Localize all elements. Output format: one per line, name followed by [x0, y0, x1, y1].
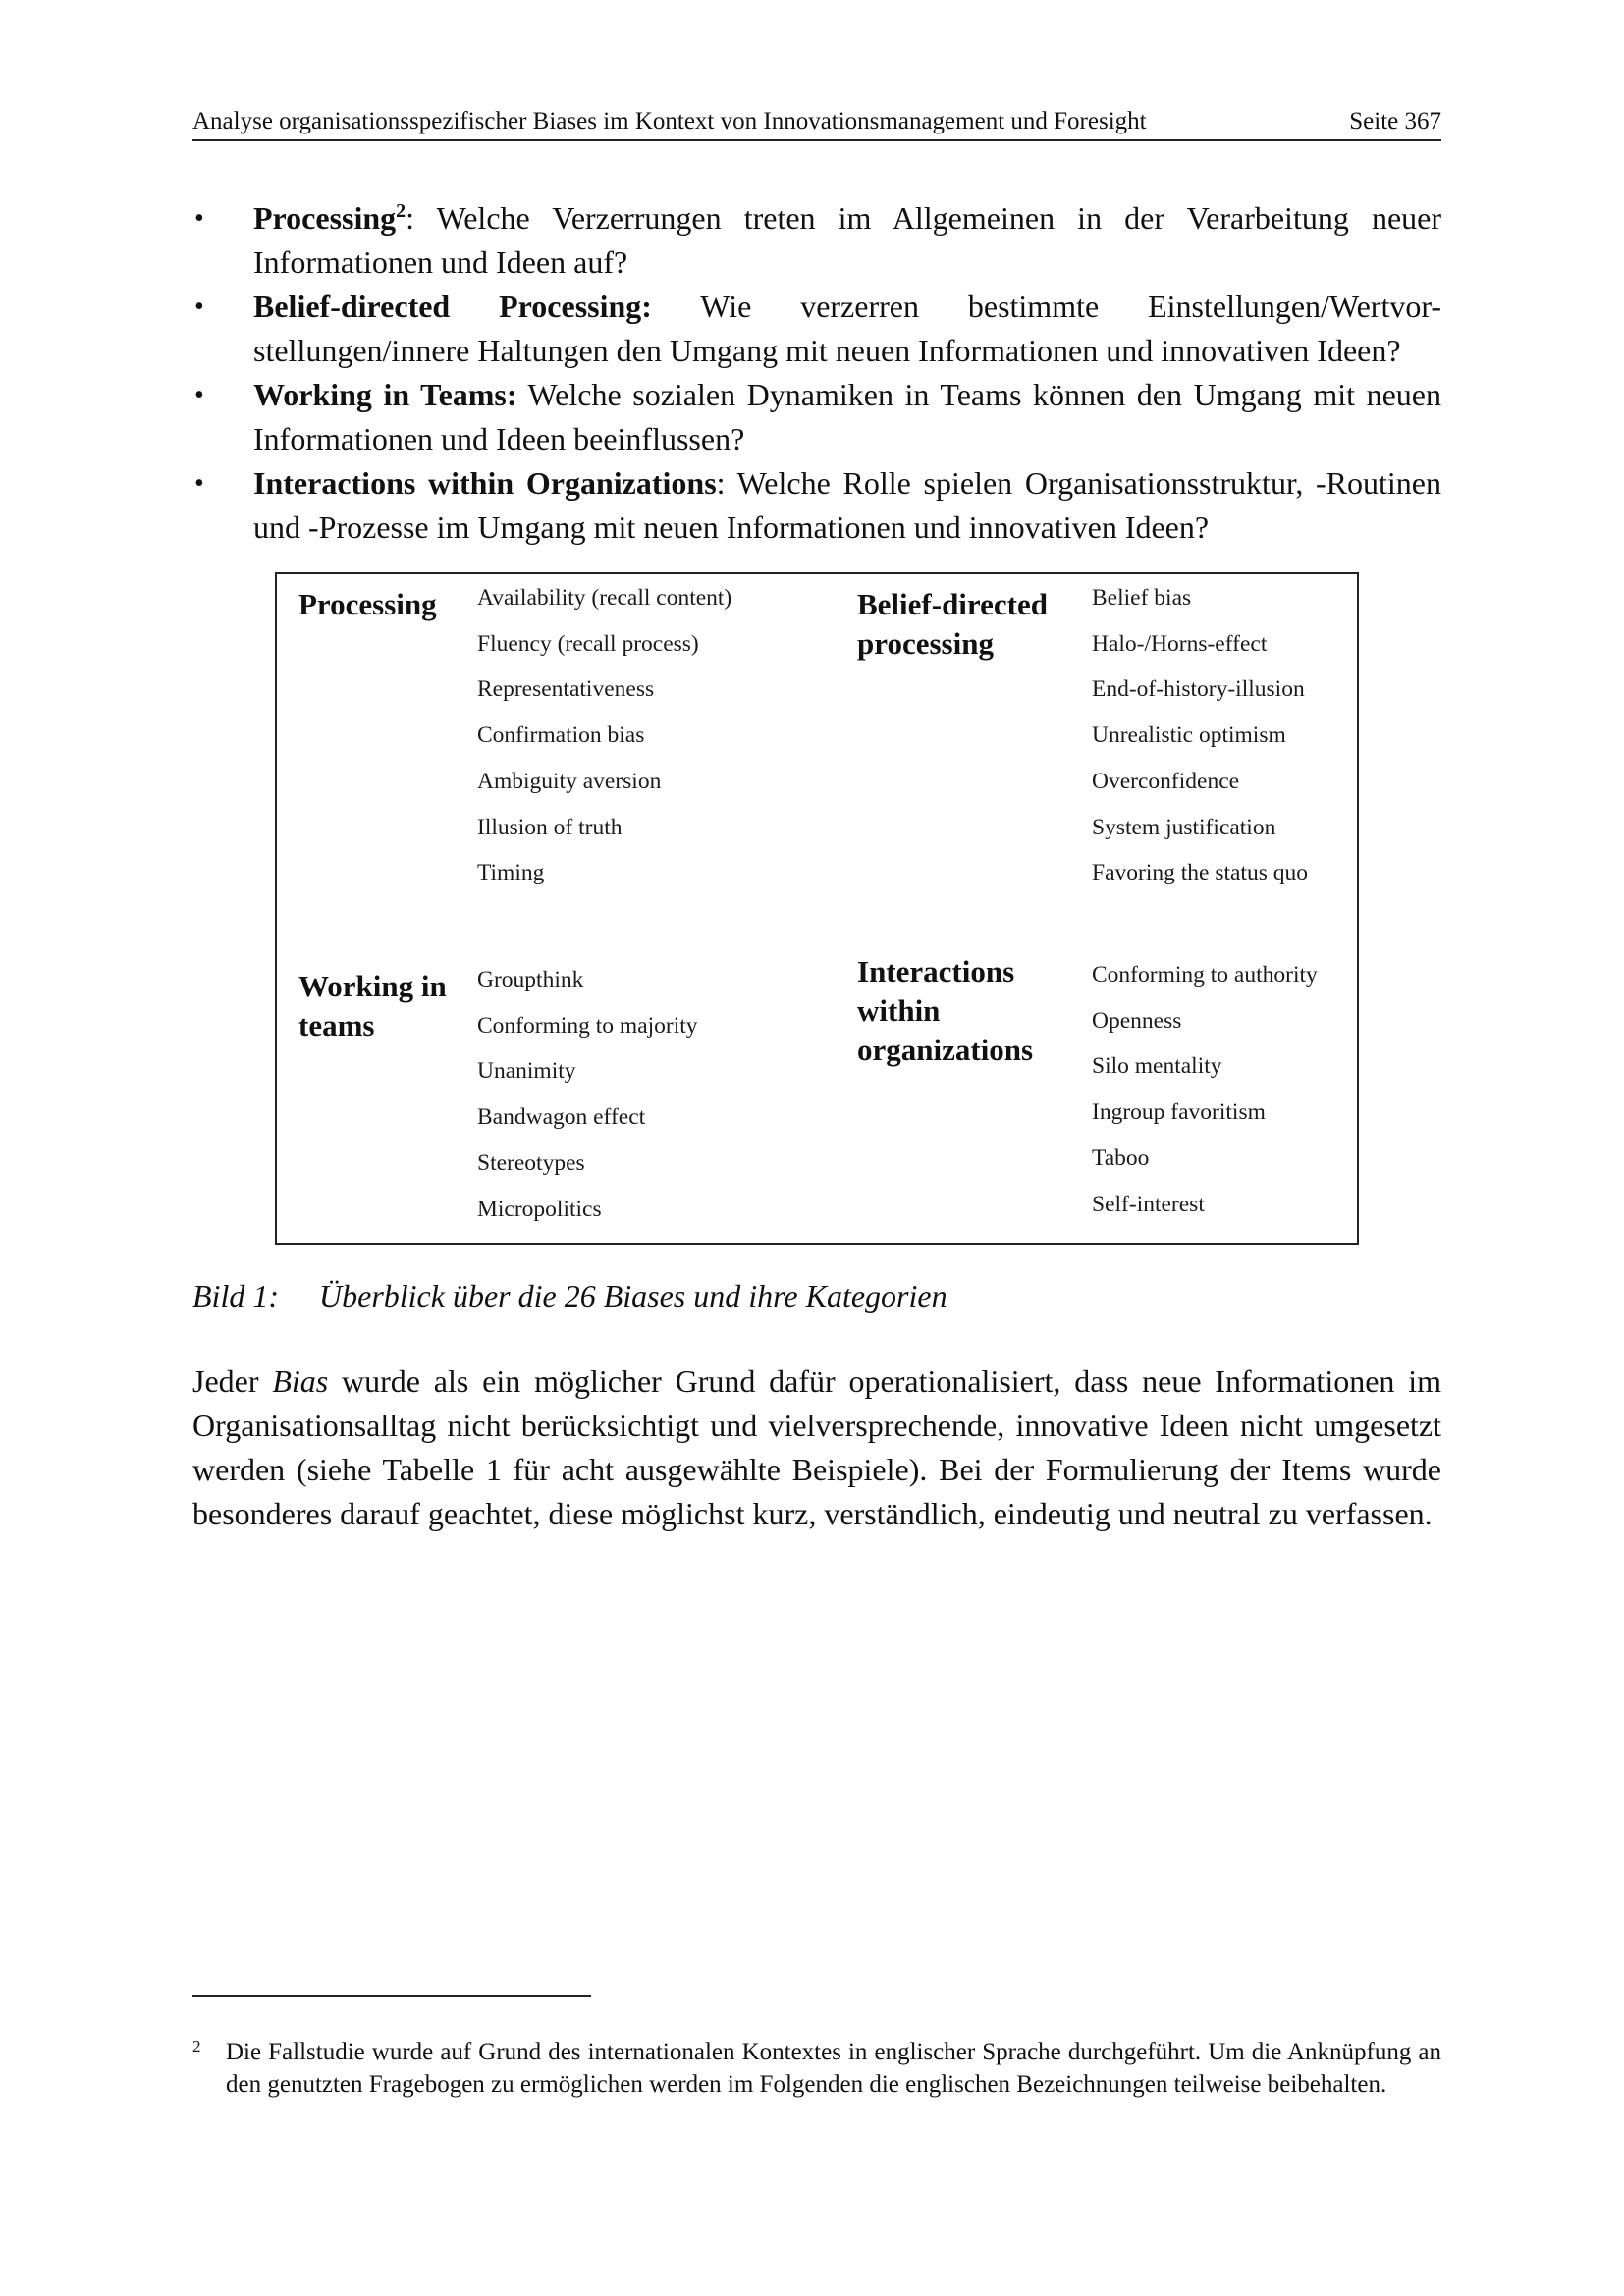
bias-item: System justification — [1092, 814, 1276, 840]
footnote-text: Die Fallstudie wurde auf Grund des internationalen Kontextes in englischer Sprache durchgeführt. Um die Anknüpfung an den genutzten Fragebogen zu ermöglichen werden im Folgenden die englischen Bezeichnungen teilweise beibehalten. — [226, 2039, 1441, 2098]
bias-item: Self-interest — [1092, 1191, 1205, 1217]
bullet-list — [192, 196, 1441, 550]
category-title-belief-directed: Belief-directed processing — [857, 587, 1048, 661]
bias-item: Halo-/Horns-effect — [1092, 630, 1268, 657]
bullet-description: Welche Rolle spielen Organisationsstruktur, -Routinen und -Prozesse im Umgang mit neuen Informationen und innovativen Ideen? — [253, 465, 1441, 545]
bias-item: Silo mentality — [1092, 1053, 1222, 1080]
bullet-description: Welche Verzerrungen treten im Allgemeinen in der Verarbeitung neuer Informationen und Ideen auf? — [253, 200, 1441, 280]
bias-item: Availability (recall content) — [477, 585, 732, 611]
bullet-icon: • — [194, 380, 204, 410]
bias-item: Conforming to authority — [1092, 962, 1318, 988]
bias-item: Overconfidence — [1092, 768, 1240, 794]
bias-item: Groupthink — [477, 967, 584, 992]
bias-item: Taboo — [1092, 1145, 1150, 1171]
bias-item: Confirmation bias — [477, 722, 645, 749]
caption-text: Überblick über die 26 Biases und ihre Kategorien — [319, 1278, 947, 1313]
bias-item: Unanimity — [477, 1058, 576, 1085]
bullet-description: Welche sozialen Dynamiken in Teams können den Umgang mit neuen Informationen und Ideen beeinflussen? — [253, 377, 1442, 456]
bullet-term: Interactions within Organizations — [253, 465, 717, 501]
category-items-belief-directed — [1092, 575, 1308, 896]
figure-caption — [192, 1278, 947, 1314]
bias-item: Openness — [1092, 1007, 1182, 1034]
bias-item: Fluency (recall process) — [477, 630, 699, 657]
header-title: Analyse organisationsspezifischer Biases im Kontext von Innovationsmanagement und Foresight — [192, 108, 1147, 134]
bullet-term: Processing — [253, 200, 397, 236]
bullet-item — [192, 285, 1441, 373]
bias-item: Conforming to majority — [477, 1012, 698, 1039]
body-paragraph: Jeder Bias wurde als ein möglicher Grund dafür operationalisiert, dass neue Informationen im Organisationsalltag nicht berücksichtigt und vielversprechende, innovative Ideen nicht umgesetzt werden (siehe Tabelle 1 für acht ausgewählte Beispiele). Bei der Formulierung der Items wurde besonderes darauf geachtet, diese möglichst kurz, verständlich, eindeutig und neutral zu verfassen. — [192, 1363, 1442, 1531]
category-title-processing: Processing — [298, 587, 437, 621]
category-items-interactions-within-organizations — [1092, 952, 1318, 1227]
bias-item: Favoring the status quo — [1092, 860, 1308, 886]
bias-item: Representativeness — [477, 676, 655, 703]
bullet-icon: • — [194, 203, 204, 234]
bias-item: End-of-history-illusion — [1092, 676, 1305, 703]
bullet-item — [192, 373, 1441, 461]
bullet-icon: • — [194, 292, 204, 322]
bias-item: Illusion of truth — [477, 814, 623, 840]
bias-item: Bandwagon effect — [477, 1104, 646, 1131]
bullet-item: • Processing$^2$: Welche Verzerrungen treten im Allgemeinen in der Verarbeitung neuer Informationen und Ideen auf? — [192, 196, 1441, 285]
footnote-divider — [192, 1995, 591, 1997]
bullet-icon: • — [194, 468, 204, 499]
bullet-term: Belief-directed Processing: — [253, 289, 652, 324]
footnote-mark: 2 — [192, 2037, 201, 2056]
bias-overview-figure — [275, 572, 1359, 1245]
bullet-term: Working in Teams: — [253, 377, 517, 412]
bullet-item: • Interactions within Organizations: Welche Rolle spielen Organisationsstruktur, -Routinen und -Prozesse im Umgang mit neuen Informationen und innovativen Ideen? — [192, 461, 1441, 550]
bias-item: Unrealistic optimism — [1092, 722, 1286, 749]
category-title-interactions-within-organizations: Interactions within organizations — [857, 954, 1034, 1067]
category-title-working-in-teams: Working in teams — [298, 969, 447, 1042]
page-number: Seite 367 — [1349, 108, 1441, 134]
footnote — [192, 2036, 1441, 2101]
bias-item: Stereotypes — [477, 1149, 585, 1176]
bias-item: Ingroup favoritism — [1092, 1099, 1266, 1126]
bias-item: Timing — [477, 860, 545, 886]
category-items-processing — [477, 575, 731, 896]
footnote-ref[interactable]: 2 — [396, 200, 406, 222]
caption-label: Bild 1: — [192, 1278, 279, 1313]
bias-item: Ambiguity aversion — [477, 768, 662, 794]
category-items-working-in-teams — [477, 957, 698, 1232]
running-header — [192, 108, 1441, 141]
bias-item: Micropolitics — [477, 1196, 602, 1222]
bias-item: Belief bias — [1092, 585, 1192, 611]
bullet-description: Wie verzerren bestimmte Einstellungen/Wertvor-stellungen/innere Haltungen den Umgang mit neuen Informationen und innovativen Ideen? — [253, 289, 1442, 368]
